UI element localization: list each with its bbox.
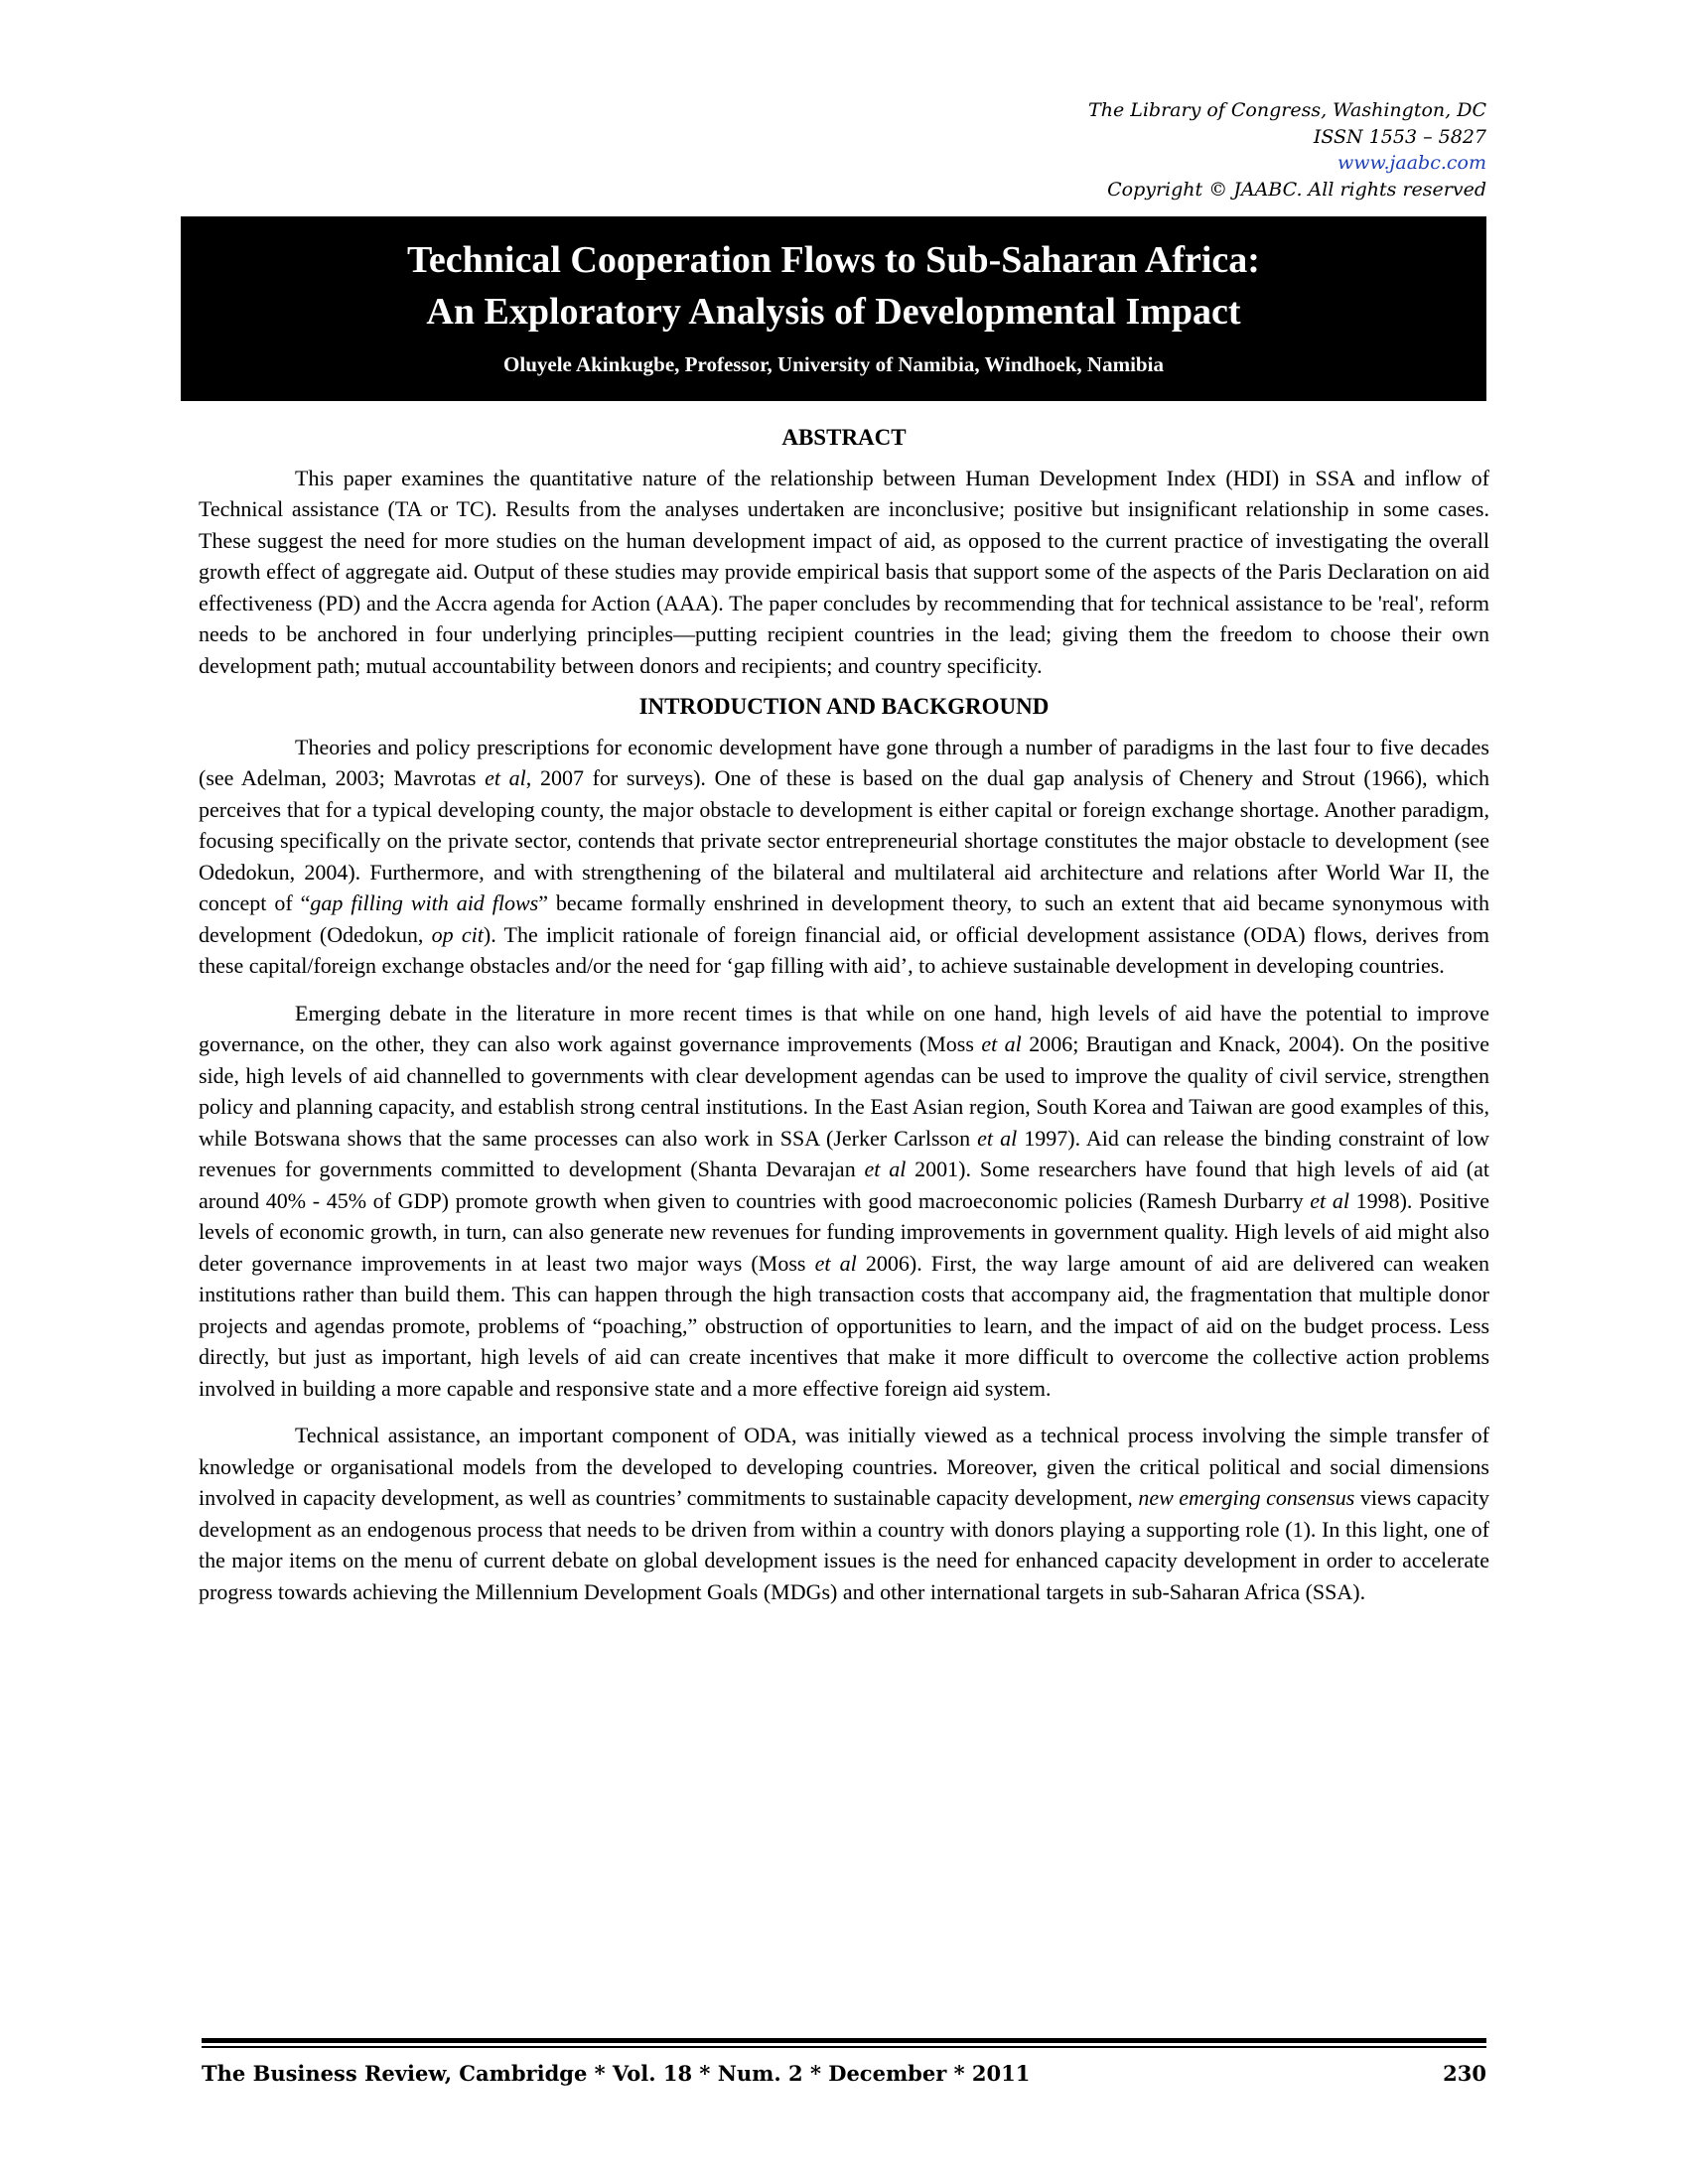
text-run: ” became formally enshrined in development theory, to such an extent that aid became synonymous with development (Odedokun, <box>199 890 1489 947</box>
footer-divider-thick <box>202 2038 1486 2043</box>
paper-title-line-2: An Exploratory Analysis of Developmental Impact <box>426 291 1241 333</box>
page-number: 230 <box>1443 2061 1486 2086</box>
intro-paragraph-3 <box>199 1420 1489 1607</box>
intro-paragraph-2 <box>199 998 1489 1405</box>
journal-issn: ISSN 1553 – 5827 <box>1313 125 1486 148</box>
text-run: 2006). First, the way large amount of aid are delivered can weaken institutions rather than build them. This can happen through the high transaction costs that accompany aid, the fragmentation that multiple donor projects and agendas promote, problems of “poaching,” obstruction of opportunities to learn, and the impact of aid on the budget process. Less directly, but just as important, high levels of aid can create incentives that make it more difficult to overcome the collective action problems involved in building a more capable and responsive state and a more effective foreign aid system. <box>199 1250 1489 1401</box>
footer-citation: The Business Review, Cambridge * Vol. 18 * Num. 2 * December * 2011 <box>202 2061 1031 2086</box>
paper-title-line-1: Technical Cooperation Flows to Sub-Saharan Africa: <box>407 239 1260 281</box>
paper-body <box>199 422 1489 1623</box>
text-run: , 2007 for surveys). One of these is based on the dual gap analysis of Chenery and Strout (1966), which perceives that for a typical developing county, the major obstacle to development is either capital or foreign exchange shortage. Another paradigm, focusing specifically on the private sector, contends that private sector entrepreneurial shortage constitutes the major obstacle to development (see Odedokun, 2004). Furthermore, and with strengthening of the bilateral and multilateral aid architecture and relations after World War II, the concept of “ <box>199 765 1489 915</box>
journal-library-line: The Library of Congress, Washington, DC <box>1088 99 1486 121</box>
italic-run: et al <box>814 1250 857 1276</box>
journal-copyright: Copyright © JAABC. All rights reserved <box>1107 178 1486 201</box>
author-affiliation: Oluyele Akinkugbe, Professor, University of Namibia, Windhoek, Namibia <box>503 352 1164 376</box>
italic-run: et al <box>485 765 526 790</box>
text-run: Theories and policy prescriptions for economic development have gone through a number of paradigms in the last four to five decades (see Adelman, 2003; Mavrotas <box>199 734 1489 790</box>
text-run: ). The implicit rationale of foreign financial aid, or official development assistance (ODA) flows, derives from these capital/foreign exchange obstacles and/or the need for ‘gap filling with aid’, to achieve sustainable development in developing countries. <box>199 921 1489 978</box>
abstract-text: This paper examines the quantitative nature of the relationship between Human Development Index (HDI) in SSA and inflow of Technical assistance (TA or TC). Results from the analyses undertaken are inconclusive; positive but insignificant relationship in some cases. These suggest the need for more studies on the human development impact of aid, as opposed to the current practice of investigating the overall growth effect of aggregate aid. Output of these studies may provide empirical basis that support some of the aspects of the Paris Declaration on aid effectiveness (PD) and the Accra agenda for Action (AAA). The paper concludes by recommending that for technical assistance to be 'real', reform needs to be anchored in four underlying principles—putting recipient countries in the lead; giving them the freedom to choose their own development path; mutual accountability between donors and recipients; and country specificity. <box>199 465 1489 678</box>
journal-url-link[interactable]: www.jaabc.com <box>1336 152 1486 174</box>
text-run: 2001). Some researchers have found that high levels of aid (at around 40% - 45% of GDP) promote growth when given to countries with good macroeconomic policies (Ramesh Durbarry <box>199 1157 1490 1213</box>
italic-run: et al <box>864 1157 907 1181</box>
abstract-heading: ABSTRACT <box>781 425 907 450</box>
italic-run: et al <box>1310 1187 1349 1213</box>
italic-run: gap filling with aid flows <box>310 890 539 915</box>
italic-run: et al <box>977 1125 1018 1151</box>
text-run: 1997). Aid can release the binding constraint of low revenues for governments committed to development (Shanta Devarajan <box>199 1125 1489 1181</box>
text-run: Technical assistance, an important component of ODA, was initially viewed as a technical process involving the simple transfer of knowledge or organisational models from the developed to developing countries. Moreover, given the critical political and social dimensions involved in capacity development, as well as countries’ commitments to sustainable capacity development, <box>199 1423 1489 1510</box>
text-run: Emerging debate in the literature in more recent times is that while on one hand, high levels of aid have the potential to improve governance, on the other, they can also work against governance improvements (Moss <box>199 1000 1489 1056</box>
footer-divider-thin <box>202 2046 1486 2048</box>
italic-run: et al <box>981 1031 1022 1056</box>
text-run: 1998). Positive levels of economic growth, in turn, can also generate new revenues for funding improvements in government quality. High levels of aid might also deter governance improvements in at least two major ways (Moss <box>199 1187 1489 1276</box>
text-run: 2006; Brautigan and Knack, 2004). On the positive side, high levels of aid channelled to governments with clear development agendas can be used to improve the quality of civil service, strengthen policy and planning capacity, and establish strong central institutions. In the East Asian region, South Korea and Taiwan are good examples of this, while Botswana shows that the same processes can also work in SSA (Jerker Carlsson <box>199 1031 1489 1151</box>
paper-title <box>181 216 1486 338</box>
title-banner <box>181 216 1486 401</box>
intro-paragraph-1 <box>199 732 1489 982</box>
italic-run: new emerging consensus <box>1138 1485 1355 1510</box>
italic-run: op cit <box>431 921 484 947</box>
journal-info <box>791 97 1486 203</box>
text-run: views capacity development as an endogenous process that needs to be driven from within a country with donors playing a supporting role (1). In this light, one of the major items on the menu of current debate on global development issues is the need for enhanced capacity development in order to accelerate progress towards achieving the Millennium Development Goals (MDGs) and other international targets in sub-Saharan Africa (SSA). <box>199 1485 1489 1604</box>
introduction-heading: INTRODUCTION AND BACKGROUND <box>638 694 1050 719</box>
